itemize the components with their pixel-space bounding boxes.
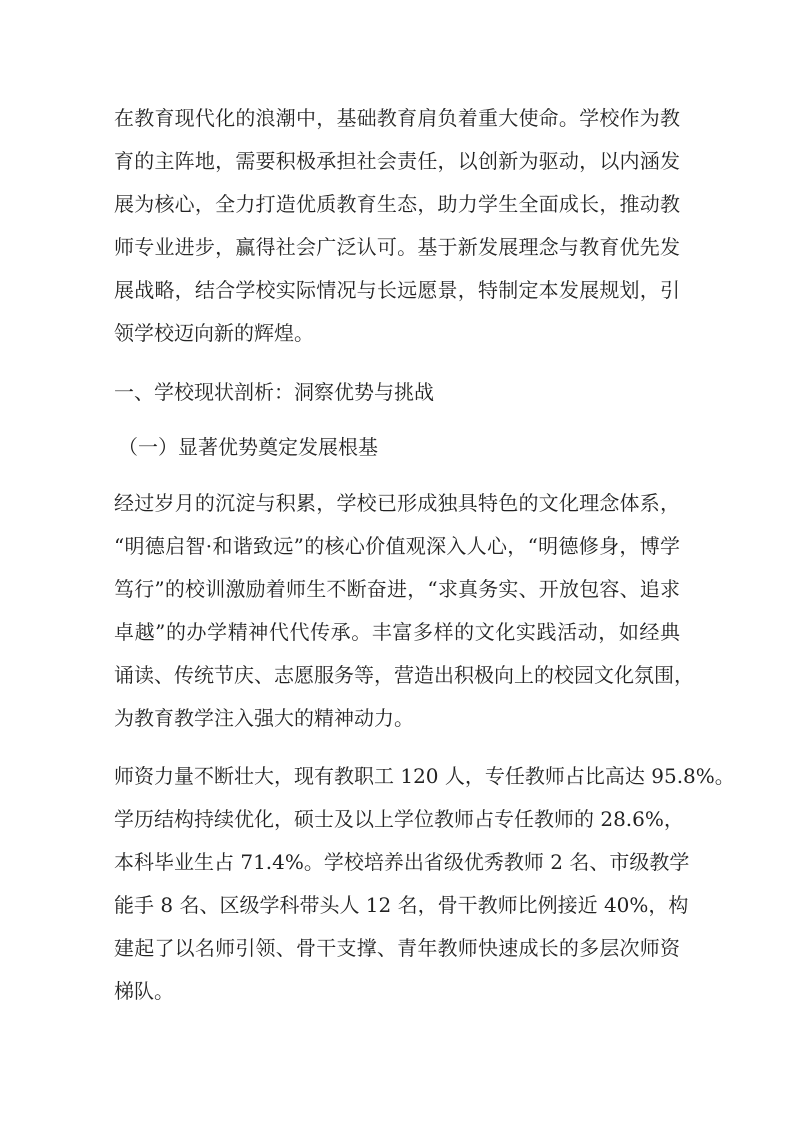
text-line: 诵读、传统节庆、志愿服务等，营造出积极向上的校园文化氛围， [114,663,694,687]
text-line: 笃行”的校训激励着师生不断奋进，“求真务实、开放包容、追求 [114,577,680,601]
text-line: 师资力量不断壮大，现有教职工 120 人，专任教师占比高达 95.8%。 [114,764,735,788]
subsection-heading: （一）显著优势奠定发展根基 [118,435,378,459]
text-line: “明德启智·和谐致远”的核心价值观深入人心，“明德修身，博学 [114,534,680,558]
text-line: 能手 8 名、区级学科带头人 12 名，骨干教师比例接近 40%，构 [114,893,689,917]
document-page [114,104,735,1020]
culture-paragraph [114,489,694,747]
section-heading: 一、学校现状剖析：洞察优势与挑战 [114,380,434,404]
text-line: 建起了以名师引领、骨干支撑、青年教师快速成长的多层次师资 [114,936,680,960]
text-line: 师专业进步，赢得社会广泛认可。基于新发展理念与教育优先发 [114,235,680,259]
text-line: 育的主阵地，需要积极承担社会责任，以创新为驱动，以内涵发 [114,149,680,173]
text-line: 领学校迈向新的辉煌。 [114,321,314,345]
text-line: 梯队。 [114,979,174,1003]
text-line: 学历结构持续优化，硕士及以上学位教师占专任教师的 28.6%， [114,807,684,831]
text-line: 展为核心，全力打造优质教育生态，助力学生全面成长，推动教 [114,192,680,216]
faculty-paragraph [114,762,735,1020]
text-line: 卓越”的办学精神代代传承。丰富多样的文化实践活动，如经典 [114,620,680,644]
text-line: 经过岁月的沉淀与积累，学校已形成独具特色的文化理念体系， [114,491,680,515]
text-line: 展战略，结合学校实际情况与长远愿景，特制定本发展规划，引 [114,278,680,302]
text-line: 在教育现代化的浪潮中，基础教育肩负着重大使命。学校作为教 [114,106,680,130]
text-line: 本科毕业生占 71.4%。学校培养出省级优秀教师 2 名、市级教学 [114,850,690,874]
text-line: 为教育教学注入强大的精神动力。 [114,706,414,730]
intro-paragraph [114,104,680,362]
